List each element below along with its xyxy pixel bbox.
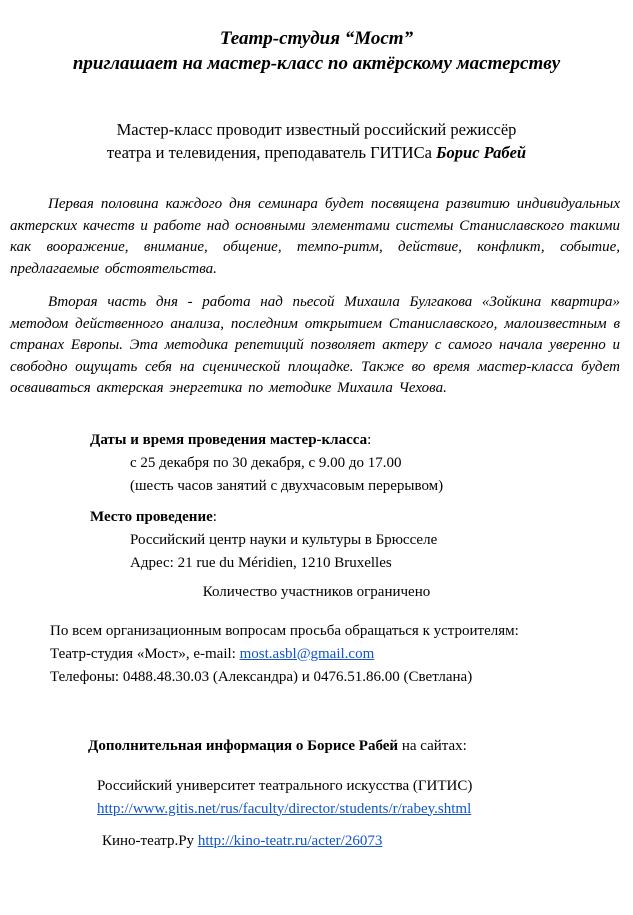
venue-heading-colon: : bbox=[212, 508, 217, 525]
contacts-section bbox=[50, 620, 633, 689]
venue-heading: Место проведение bbox=[90, 508, 213, 525]
venue-address-line: Адрес: 21 rue du Méridien, 1210 Bruxelles bbox=[130, 554, 392, 571]
more-info-heading-line bbox=[88, 735, 633, 758]
gitis-link[interactable]: http://www.gitis.net/rus/faculty/director/students/r/rabey.shtml bbox=[97, 800, 472, 817]
dates-heading-colon: : bbox=[367, 431, 372, 448]
contacts-line-2 bbox=[50, 643, 633, 666]
more-info-heading: Дополнительная информация о Борисе Рабей bbox=[88, 737, 399, 754]
gitis-label: Российский университет театрального искусства (ГИТИС) bbox=[97, 777, 473, 794]
kino-teatr-label: Кино-театр.Ру bbox=[102, 832, 198, 849]
dates-heading-line bbox=[90, 429, 633, 452]
document-page bbox=[0, 26, 633, 915]
title-line-2: приглашает на мастер-класс по актёрскому мастерству bbox=[72, 53, 561, 74]
gitis-link-line bbox=[97, 798, 633, 821]
dates-section bbox=[90, 429, 633, 498]
contacts-email-prefix: Театр-студия «Мост», e-mail: bbox=[50, 645, 240, 662]
subtitle-line-2 bbox=[10, 141, 623, 164]
contacts-phones-line: Телефоны: 0488.48.30.03 (Александра) и 0476.51.86.00 (Светлана) bbox=[50, 668, 473, 685]
more-info-heading-rest: на сайтах: bbox=[398, 737, 467, 754]
presenter-name: Борис Рабей bbox=[436, 143, 527, 162]
venue-line-1: Российский центр науки и культуры в Брюсселе bbox=[130, 531, 438, 548]
gitis-block bbox=[97, 775, 633, 821]
subtitle-line-2-text: театра и телевидения, преподаватель ГИТИСа bbox=[106, 143, 437, 162]
title-line-1: Театр-студия “Мост” bbox=[219, 28, 414, 49]
document-title bbox=[10, 26, 623, 76]
paragraph-first-half-of-day: Первая половина каждого дня семинара будет посвящена развитию индивидуальных актерских качеств и работе над основными элементами системы Станиславского такими как вооражение, внимание, общение, темпо-ритм, действие, конфликт, событие, предлагаемые обстоятельства. bbox=[10, 196, 620, 277]
dates-line-1: с 25 декабря по 30 декабря, с 9.00 до 17.00 bbox=[130, 454, 402, 471]
document-subtitle bbox=[10, 118, 623, 164]
dates-heading: Даты и время проведения мастер-класса bbox=[90, 431, 368, 448]
venue-section bbox=[90, 506, 633, 575]
venue-heading-line bbox=[90, 506, 633, 529]
subtitle-line-1: Мастер-класс проводит известный российский режиссёр bbox=[116, 120, 517, 139]
more-info-section bbox=[88, 735, 633, 853]
email-link[interactable]: most.asbl@gmail.com bbox=[239, 645, 375, 662]
dates-line-2: (шесть часов занятий с двухчасовым перерывом) bbox=[130, 477, 444, 494]
paragraph-second-half-of-day: Вторая часть дня - работа над пьесой Михаила Булгакова «Зойкина квартира» методом действенного анализа, последним открытием Станиславского, малоизвестным в странах Европы. Эта методика репетиций позволяет актеру с самого начала уверенно и свободно ощущать себя на сценической площадке. Также во время мастер-класса будет осваиваться актерская энергетика по методике Михаила Чехова. bbox=[10, 294, 620, 396]
kino-teatr-line bbox=[102, 830, 633, 853]
participants-limit-note: Количество участников ограничено bbox=[202, 583, 431, 600]
kino-teatr-link[interactable]: http://kino-teatr.ru/acter/26073 bbox=[197, 832, 383, 849]
contacts-line-1: По всем организационным вопросам просьба обращаться к устроителям: bbox=[50, 622, 519, 639]
